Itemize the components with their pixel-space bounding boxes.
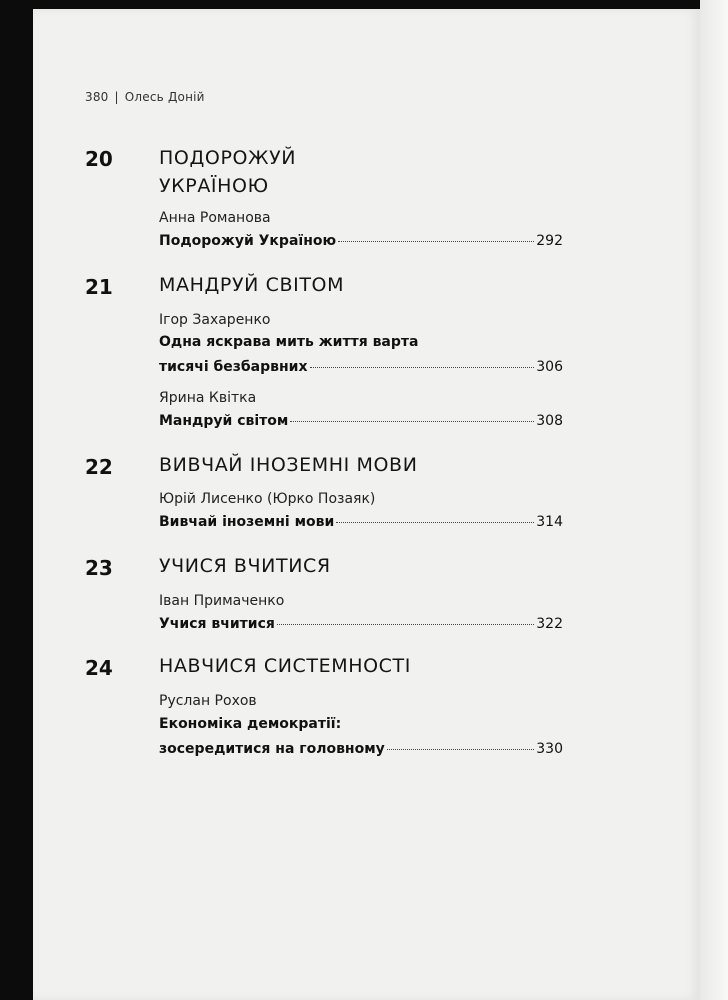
- chapter-title-line: УЧИСЯ ВЧИТИСЯ: [159, 555, 331, 577]
- running-header: [85, 90, 205, 104]
- entry-title-line: Одна яскрава мить життя варта: [159, 334, 419, 350]
- chapter-title-line: МАНДРУЙ СВІТОМ: [159, 274, 345, 296]
- chapter-title: [159, 451, 418, 479]
- entry-title: Вивчай іноземні мови: [159, 514, 335, 530]
- chapter-title: [159, 552, 331, 580]
- chapter-title-line: НАВЧИСЯ СИСТЕМНОСТІ: [159, 655, 411, 677]
- chapter-number: 23: [85, 556, 113, 580]
- chapter-title: [159, 652, 411, 680]
- entry-page: 322: [536, 616, 563, 632]
- dot-leader: [290, 421, 534, 422]
- toc-entry[interactable]: [159, 409, 563, 434]
- essay-author: Руслан Рохов: [159, 693, 257, 709]
- entry-page: 330: [536, 741, 563, 757]
- chapter-title-line: ПОДОРОЖУЙ: [159, 147, 297, 169]
- dot-leader: [338, 241, 534, 242]
- entry-page: 314: [536, 514, 563, 530]
- toc-entry[interactable]: [159, 229, 563, 254]
- chapter-number: 21: [85, 275, 113, 299]
- chapter-number: 20: [85, 147, 113, 171]
- chapter-title: [159, 144, 296, 200]
- entry-page: 292: [536, 233, 563, 249]
- entry-page: 308: [536, 413, 563, 429]
- entry-title: тисячі безбарвних: [159, 359, 308, 375]
- page-number: 380: [85, 90, 109, 104]
- entry-page: 306: [536, 359, 563, 375]
- chapter-number: 22: [85, 455, 113, 479]
- dot-leader: [310, 367, 535, 368]
- chapter-number: 24: [85, 656, 113, 680]
- header-separator: |: [114, 90, 119, 104]
- entry-title: зосередитися на головному: [159, 741, 385, 757]
- essay-author: Юрій Лисенко (Юрко Позаяк): [159, 491, 376, 507]
- toc-entry[interactable]: [159, 330, 563, 380]
- header-author: Олесь Доній: [124, 90, 205, 104]
- toc-entry[interactable]: [159, 510, 563, 535]
- chapter-title-line: ВИВЧАЙ ІНОЗЕМНІ МОВИ: [159, 454, 418, 476]
- toc-entry[interactable]: [159, 712, 563, 762]
- dot-leader: [387, 749, 534, 750]
- page-edge: [700, 0, 728, 1000]
- entry-title: Учися вчитися: [159, 616, 275, 632]
- essay-author: Анна Романова: [159, 210, 271, 226]
- chapter-title: [159, 271, 344, 299]
- dot-leader: [277, 624, 534, 625]
- entry-title: Мандруй світом: [159, 413, 289, 429]
- essay-author: Іван Примаченко: [159, 593, 285, 609]
- essay-author: Ігор Захаренко: [159, 312, 271, 328]
- toc-entry[interactable]: [159, 612, 563, 637]
- entry-title: Подорожуй Україною: [159, 233, 337, 249]
- dot-leader: [336, 522, 534, 523]
- chapter-title-line: УКРАЇНОЮ: [159, 175, 269, 197]
- essay-author: Ярина Квітка: [159, 390, 257, 406]
- entry-title-line: Економіка демократії:: [159, 716, 342, 732]
